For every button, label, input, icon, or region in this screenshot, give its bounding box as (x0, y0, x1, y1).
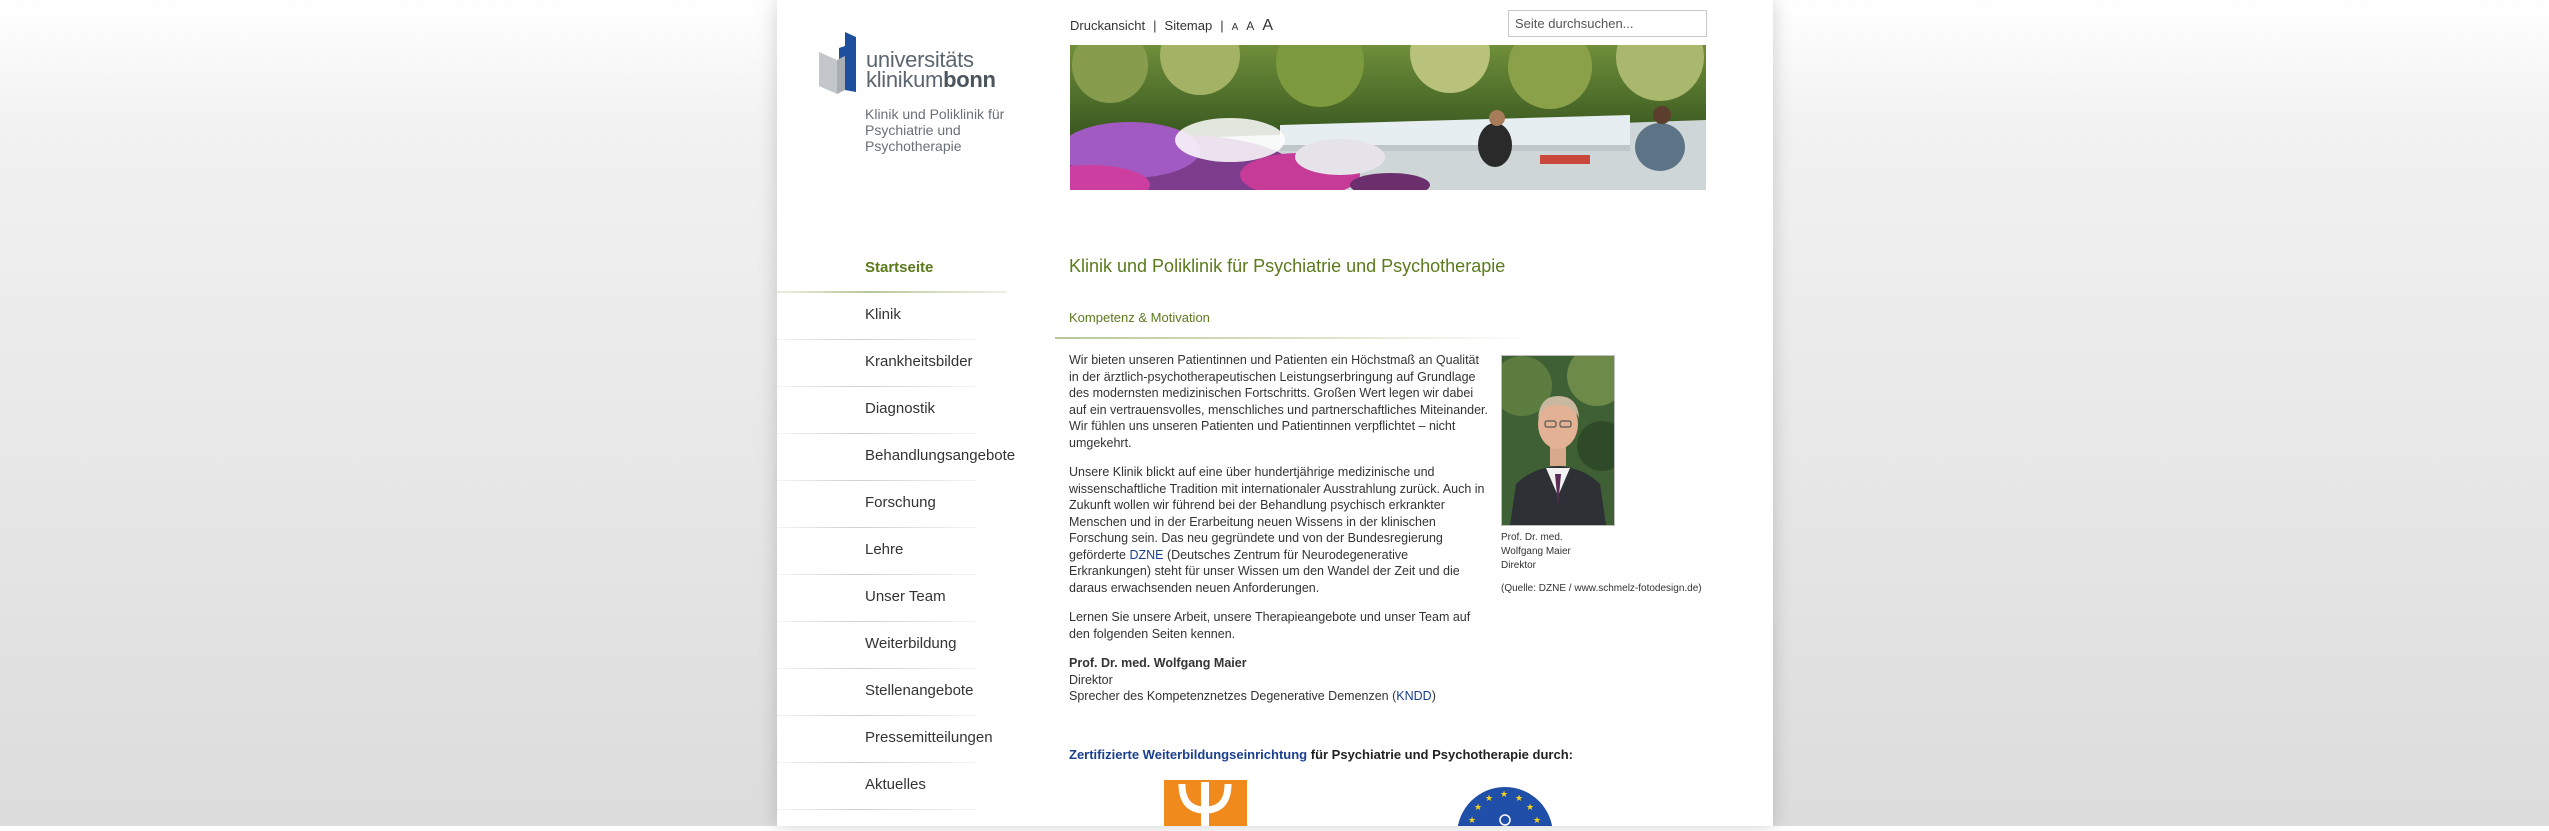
logo-mark-icon (819, 32, 865, 96)
speaker-text-b: ) (1431, 689, 1436, 703)
nav-item-lehre[interactable]: Lehre (777, 528, 1027, 575)
font-size-small-button[interactable]: A (1231, 22, 1239, 33)
svg-text:★: ★ (1468, 816, 1477, 826)
director-name: Prof. Dr. med. Wolfgang Maier (1069, 656, 1247, 670)
nav-item-aktuelles[interactable]: Aktuelles (777, 763, 1027, 810)
psi-certification-logo[interactable] (1164, 780, 1247, 826)
paragraph-1: Wir bieten unseren Patientinnen und Patienten ein Höchstmaß an Qualität in der ärztlich-psychotherapeutischen Leistungserbringung auf Grundlage des modernsten medizinischen Fortschritts. Großen Wert legen wir dabei auf ein vertrauensvolles, menschliches und partnerschaftliches Miteinander. Wir fühlen uns unseren Patienten und Patientinnen verpflichtet – nicht umgekehrt. (1069, 353, 1488, 450)
logo-line-1: universitäts (866, 47, 974, 72)
nav-item-pressemitteilungen[interactable]: Pressemitteilungen (777, 716, 1027, 763)
director-role: Direktor (1069, 672, 1113, 687)
university-hospital-logo[interactable] (819, 32, 1019, 96)
main-navigation (777, 246, 1027, 810)
nav-item-krankheitsbilder[interactable]: Krankheitsbilder (777, 340, 1027, 387)
nav-item-weiterbildung[interactable]: Weiterbildung (777, 622, 1027, 669)
page-title: Klinik und Poliklinik für Psychiatrie und Psychotherapie (1069, 256, 1506, 276)
top-links (1070, 17, 1273, 35)
eu-certification-logo[interactable] (1456, 786, 1554, 826)
separator: | (1153, 18, 1157, 33)
intro-text (1069, 352, 1489, 705)
nav-item-forschung[interactable]: Forschung (777, 481, 1027, 528)
separator: | (1220, 18, 1224, 33)
svg-text:★: ★ (1515, 794, 1524, 804)
kndd-link[interactable]: KNDD (1396, 689, 1432, 703)
svg-text:★: ★ (1526, 803, 1535, 813)
nav-item-diagnostik[interactable]: Diagnostik (777, 387, 1027, 434)
caption-line-2: Wolfgang Maier (1501, 546, 1571, 557)
paragraph-2 (1069, 464, 1489, 596)
sitemap-link[interactable]: Sitemap (1164, 18, 1213, 33)
logo-line-2a: klinikum (866, 67, 944, 92)
logo-line-2b: bonn (943, 67, 996, 92)
nav-item-behandlungsangebote[interactable]: Behandlungsangebote (777, 434, 1027, 481)
header-banner-image (1070, 45, 1706, 190)
paragraph-3: Lernen Sie unsere Arbeit, unsere Therapieangebote und unser Team auf den folgenden Seiten kennen. (1069, 610, 1471, 641)
search-input[interactable] (1508, 10, 1707, 37)
logo-wordmark (866, 47, 996, 92)
subtitle-divider (1055, 337, 1535, 339)
svg-text:★: ★ (1533, 816, 1542, 826)
certification-link[interactable]: Zertifizierte Weiterbildungseinrichtung (1069, 747, 1308, 762)
svg-text:★: ★ (1474, 803, 1483, 813)
nav-item-stellenangebote[interactable]: Stellenangebote (777, 669, 1027, 716)
print-view-link[interactable]: Druckansicht (1070, 18, 1146, 33)
nav-item-unser-team[interactable]: Unser Team (777, 575, 1027, 622)
svg-text:★: ★ (1485, 794, 1494, 804)
section-subtitle: Kompetenz & Motivation (1069, 310, 1210, 325)
director-signature (1069, 655, 1489, 705)
caption-line-1: Prof. Dr. med. (1501, 532, 1563, 543)
caption-line-3: Direktor (1501, 560, 1537, 571)
speaker-text-a: Sprecher des Kompetenznetzes Degenerative Demenzen ( (1069, 689, 1397, 703)
paragraph-2-text-b: (Deutsches Zentrum für Neurodegenerative Erkrankungen) steht für unser Wissen um den Wandel der Zeit und die daraus erwachsenden neuen Anforderungen. (1069, 547, 1460, 595)
certification-text: für Psychiatrie und Psychotherapie durch: (1307, 747, 1573, 762)
certification-heading (1069, 747, 1573, 762)
page-container (777, 0, 1773, 826)
photo-source: (Quelle: DZNE / www.schmelz-fotodesign.de) (1501, 583, 1702, 594)
director-photo (1501, 355, 1615, 526)
nav-item-startseite[interactable]: Startseite (777, 246, 1027, 293)
logo-line-2 (866, 67, 996, 92)
photo-caption (1501, 531, 1721, 573)
font-size-medium-button[interactable]: A (1246, 19, 1255, 33)
font-size-large-button[interactable]: A (1262, 17, 1273, 34)
clinic-subtitle: Klinik und Poliklinik für Psychiatrie und Psychotherapie (865, 106, 1005, 154)
paragraph-2-text-a: Unsere Klinik blickt auf eine über hundertjährige medizinische und wissenschaftliche Tradition mit internationaler Ausstrahlung zurück. Auch in Zukunft wollen wir führend bei der Behandlung psychisch erkrankter Menschen und in der Erarbeitung neuen Wissens in der klinischen Forschung sein. Das neu gegründete und von der Bundesregierung geförderte (1069, 465, 1485, 562)
dzne-link[interactable]: DZNE (1129, 547, 1164, 562)
svg-text:★: ★ (1500, 790, 1509, 800)
nav-item-klinik[interactable]: Klinik (777, 293, 1027, 340)
